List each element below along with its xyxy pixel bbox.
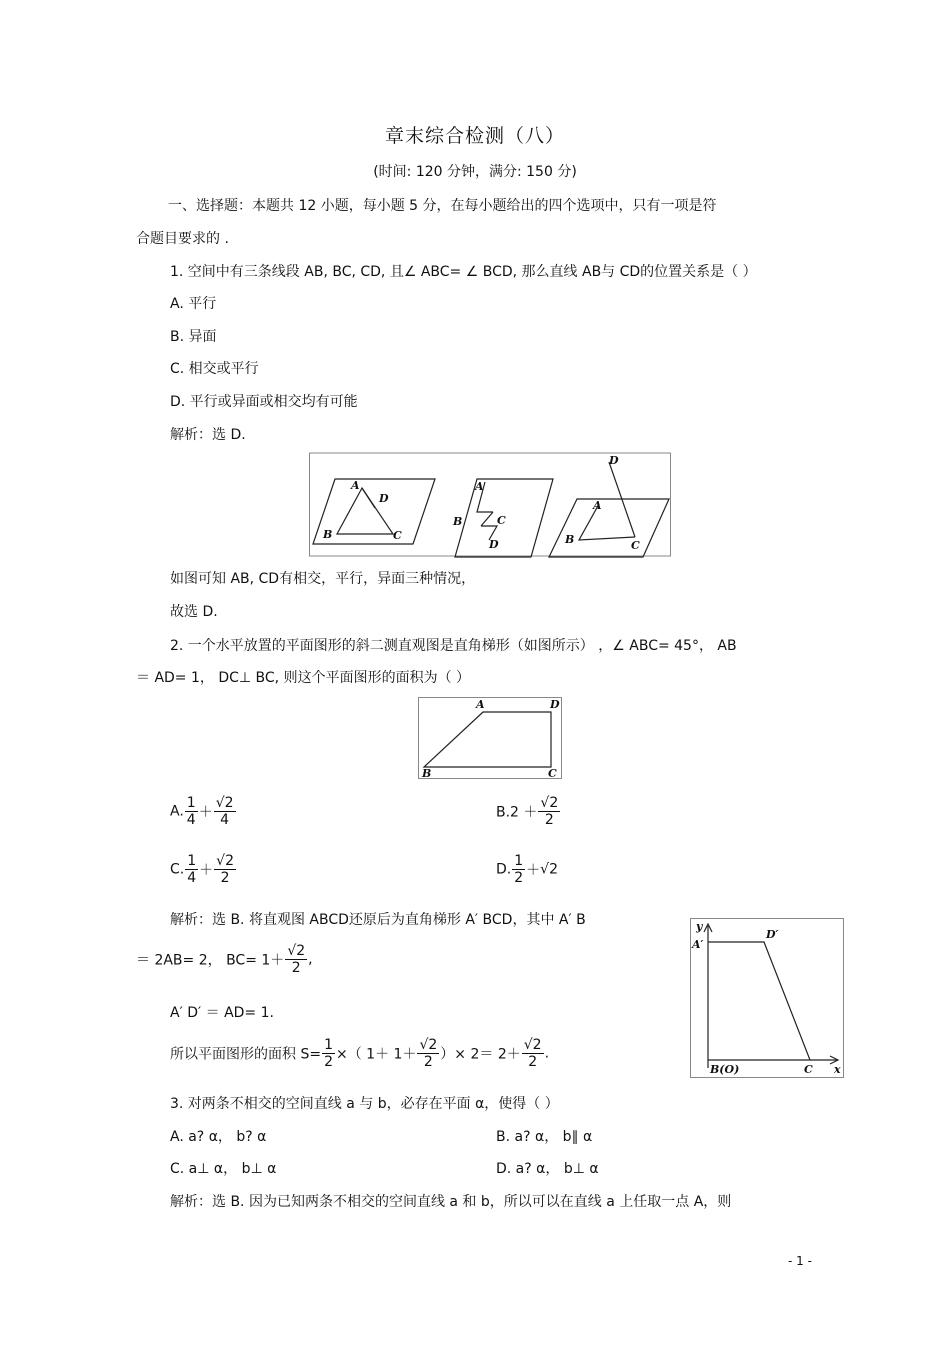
segment-bc-2: [481, 512, 493, 526]
q2-option-b: B.2 ＋ $\frac{√2}{2}$: [496, 795, 559, 828]
q1-option-b: B. 异面: [170, 329, 217, 345]
coord-label-c: C: [804, 1063, 813, 1076]
q3-analysis: 解析：选 B. 因为已知两条不相交的空间直线 a 和 b，所以可以在直线 a 上任取一点 A，则: [170, 1194, 732, 1210]
fig1-label-a: A: [351, 479, 360, 492]
coord-label-a: A′: [692, 938, 704, 951]
q1-option-c: C. 相交或平行: [170, 361, 259, 377]
trap-label-d: D: [550, 698, 560, 711]
fig2-label-d: D: [489, 538, 499, 551]
q2-option-d: D. $\frac{1}{2}$ ＋√2: [496, 853, 558, 886]
segment-cd-1: [362, 488, 375, 508]
trap-label-b: B: [422, 767, 432, 780]
q3-option-b: B. a? α， b∥ α: [496, 1129, 593, 1145]
fig1-label-c: C: [393, 529, 402, 542]
q2-analysis-line2: ＝ 2AB= 2， BC= 1＋ $\frac{√2}{2}$ ,: [136, 943, 313, 976]
q1-analysis: 解析：选 D.: [170, 427, 246, 443]
fig3-label-d: D: [609, 454, 619, 467]
page-title: 章末综合检测（八）: [384, 125, 565, 147]
q2-stem-line2: ＝ AD= 1， DC⊥ BC, 则这个平面图形的面积为（ ）: [136, 670, 471, 686]
q1-conclusion: 故选 D.: [170, 604, 218, 620]
q2-analysis-line4: 所以平面图形的面积 S= $\frac{1}{2}$ ×（ 1＋ 1＋ $\frac{√2}{2}$ ）× 2＝ 2＋ $\frac{√2}{2}$ .: [170, 1037, 550, 1070]
coord-label-y: y: [696, 920, 703, 933]
q3-option-a: A. a? α， b? α: [170, 1129, 267, 1145]
trap-label-c: C: [548, 767, 557, 780]
q2-option-c: C. $\frac{1}{4}$ ＋ $\frac{√2}{2}$: [170, 853, 234, 886]
fig2-label-a: A: [475, 480, 484, 493]
fig1-label-d: D: [379, 492, 389, 505]
trap-label-a: A: [476, 698, 485, 711]
trapezoid-abcd-prime: [708, 942, 810, 1060]
fig2-label-b: B: [453, 515, 463, 528]
fig3-label-c: C: [631, 539, 640, 552]
q1-option-a: A. 平行: [170, 296, 217, 312]
q2-figure-trapezoid: [418, 697, 562, 781]
q1-note: 如图可知 AB, CD有相交，平行，异面三种情况，: [170, 571, 476, 587]
q1-option-d: D. 平行或异面或相交均有可能: [170, 394, 358, 410]
page-number: - 1 -: [788, 1254, 812, 1268]
plane-3: [549, 499, 669, 557]
fig3-label-b: B: [565, 533, 575, 546]
q2-figure-coordinate: [690, 918, 845, 1080]
q2-option-a: A. $\frac{1}{4}$ ＋ $\frac{√2}{4}$: [170, 795, 234, 828]
fig1-label-b: B: [323, 528, 333, 541]
q1-figure: [309, 452, 671, 558]
coord-label-b: B(O): [710, 1063, 740, 1076]
trapezoid-abcd: [424, 712, 551, 767]
q2-analysis-line3: A′ D′ ＝ AD= 1.: [170, 1005, 274, 1021]
q2-stem-line1: 2. 一个水平放置的平面图形的斜二测直观图是直角梯形（如图所示） ，∠ ABC= 45°， AB: [170, 638, 737, 654]
q3-option-c: C. a⊥ α， b⊥ α: [170, 1161, 277, 1177]
section-heading-line1: 一、选择题：本题共 12 小题，每小题 5 分，在每小题给出的四个选项中，只有一项是符: [168, 198, 717, 214]
coord-label-x: x: [834, 1063, 841, 1076]
coord-label-d: D′: [766, 928, 779, 941]
q3-stem: 3. 对两条不相交的空间直线 a 与 b，必存在平面 α，使得（ ）: [170, 1096, 559, 1112]
q3-option-d: D. a? α， b⊥ α: [496, 1161, 599, 1177]
segment-abc-3: [579, 504, 635, 540]
fig2-label-c: C: [497, 514, 506, 527]
q2-analysis-line1: 解析：选 B. 将直观图 ABCD还原后为直角梯形 A′ BCD，其中 A′ B: [170, 912, 586, 928]
q1-stem: 1. 空间中有三条线段 AB, BC, CD, 且∠ ABC= ∠ BCD, 那么直线 AB与 CD的位置关系是（ ）: [170, 264, 757, 280]
fig3-label-a: A: [593, 499, 602, 512]
section-heading-line2: 合题目要求的 .: [136, 231, 229, 247]
exam-info: (时间: 120 分钟，满分: 150 分): [373, 164, 577, 180]
